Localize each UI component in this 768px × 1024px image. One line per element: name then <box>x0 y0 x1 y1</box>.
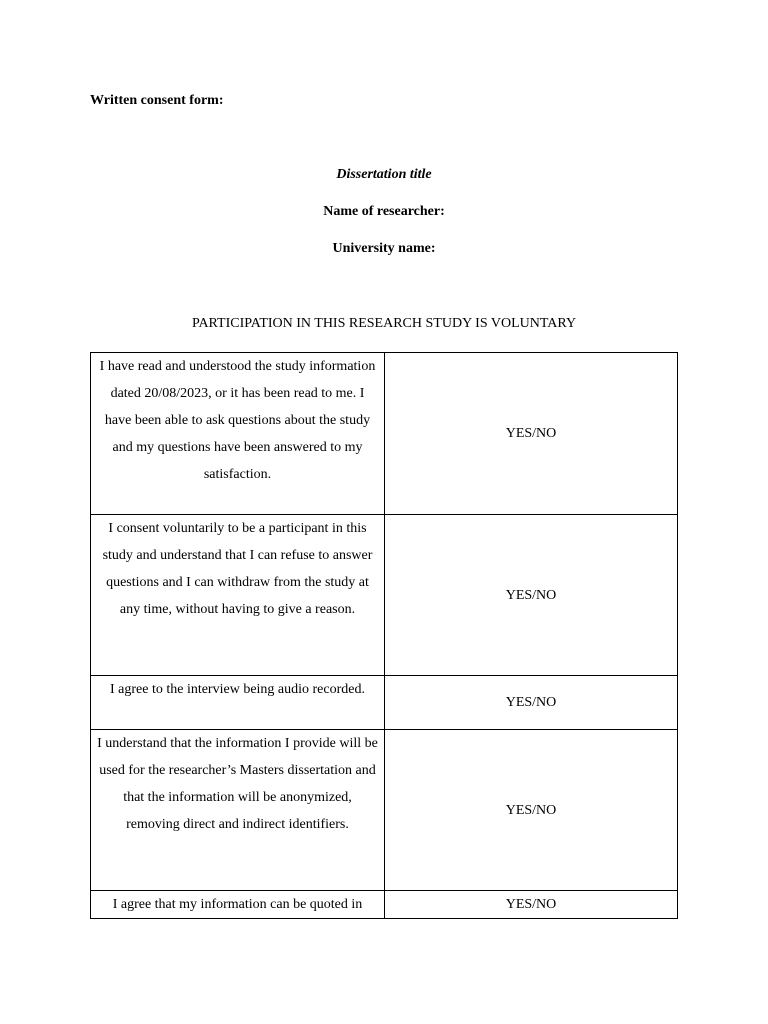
consent-table <box>90 352 678 919</box>
consent-row <box>91 515 678 676</box>
consent-row <box>91 891 678 919</box>
consent-row <box>91 730 678 891</box>
consent-answer: YES/NO <box>385 353 678 515</box>
consent-statement: I agree to the interview being audio recorded. <box>91 676 385 730</box>
consent-statement: I agree that my information can be quoted in <box>91 891 385 919</box>
consent-answer: YES/NO <box>385 676 678 730</box>
consent-row <box>91 676 678 730</box>
consent-statement: I understand that the information I provide will be used for the researcher’s Masters dissertation and that the information will be anonymized, removing direct and indirect identifiers. <box>91 730 385 891</box>
form-heading: Written consent form: <box>90 93 224 108</box>
consent-answer: YES/NO <box>385 730 678 891</box>
consent-statement: I consent voluntarily to be a participant in this study and understand that I can refuse to answer questions and I can withdraw from the study at any time, without having to give a reason. <box>91 515 385 676</box>
dissertation-title: Dissertation title <box>336 167 432 182</box>
university-name-label: University name: <box>332 241 436 256</box>
researcher-name-label: Name of researcher: <box>323 204 445 219</box>
consent-answer: YES/NO <box>385 515 678 676</box>
consent-row <box>91 353 678 515</box>
consent-statement: I have read and understood the study information dated 20/08/2023, or it has been read to me. I have been able to ask questions about the study and my questions have been answered to my satisfaction. <box>91 353 385 515</box>
consent-answer: YES/NO <box>385 891 678 919</box>
voluntary-notice: PARTICIPATION IN THIS RESEARCH STUDY IS VOLUNTARY <box>191 316 577 331</box>
